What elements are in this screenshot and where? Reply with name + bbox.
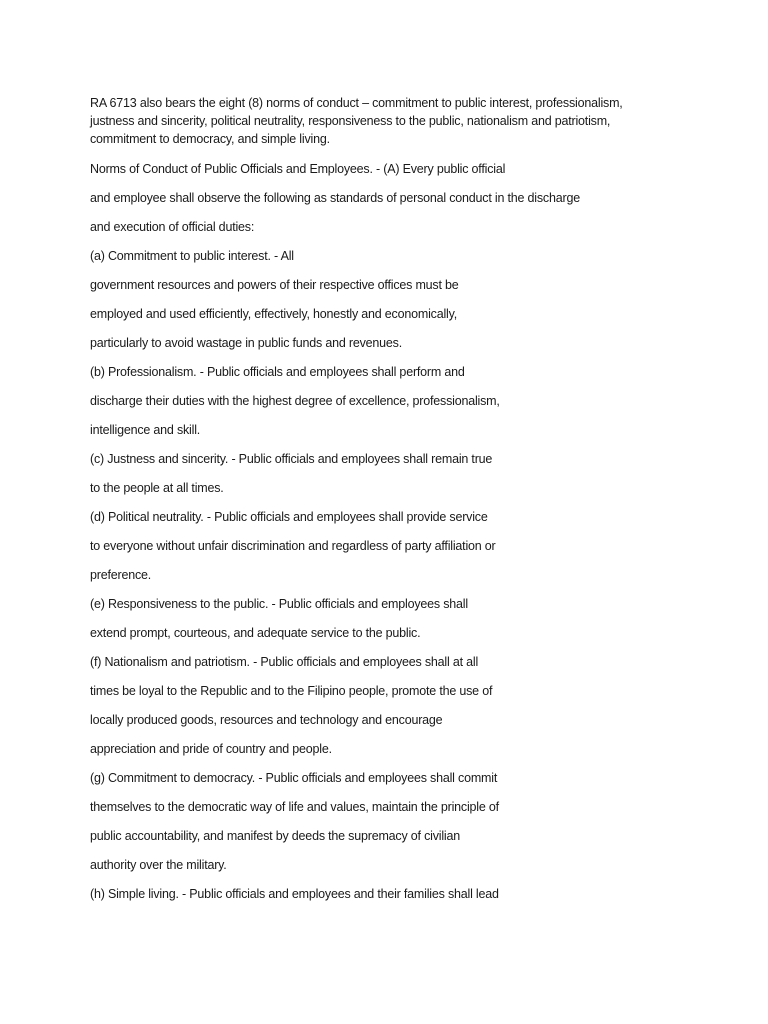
body-line: preference. (90, 568, 152, 582)
body-line: discharge their duties with the highest degree of excellence, professionalism, (90, 394, 500, 408)
body-line: public accountability, and manifest by deeds the supremacy of civilian (90, 829, 461, 843)
body-line: times be loyal to the Republic and to the Filipino people, promote the use of (90, 684, 493, 698)
item-a-heading: (a) Commitment to public interest. - All (90, 249, 294, 263)
body-line: to the people at all times. (90, 481, 224, 495)
body-line: employed and used efficiently, effectively, honestly and economically, (90, 307, 458, 321)
body-line: locally produced goods, resources and technology and encourage (90, 713, 443, 727)
body-line: intelligence and skill. (90, 423, 201, 437)
item-e-heading: (e) Responsiveness to the public. - Public officials and employees shall (90, 597, 468, 611)
body-line: to everyone without unfair discrimination and regardless of party affiliation or (90, 539, 496, 553)
intro-line: justness and sincerity, political neutrality, responsiveness to the public, nationalism and patriotism, (90, 114, 611, 128)
norms-heading-line: Norms of Conduct of Public Officials and Employees. - (A) Every public official (90, 162, 506, 176)
body-line: and execution of official duties: (90, 220, 255, 234)
item-g-heading: (g) Commitment to democracy. - Public officials and employees shall commit (90, 771, 498, 785)
body-line: themselves to the democratic way of life and values, maintain the principle of (90, 800, 499, 814)
body-line: government resources and powers of their respective offices must be (90, 278, 459, 292)
body-line: particularly to avoid wastage in public funds and revenues. (90, 336, 403, 350)
item-c-heading: (c) Justness and sincerity. - Public officials and employees shall remain true (90, 452, 493, 466)
body-line: appreciation and pride of country and people. (90, 742, 332, 756)
item-f-heading: (f) Nationalism and patriotism. - Public officials and employees shall at all (90, 655, 479, 669)
intro-paragraph (90, 94, 690, 148)
intro-line: RA 6713 also bears the eight (8) norms of conduct – commitment to public interest, professionalism, (90, 96, 623, 110)
item-h-heading: (h) Simple living. - Public officials and employees and their families shall lead (90, 887, 499, 901)
body-line: extend prompt, courteous, and adequate service to the public. (90, 626, 421, 640)
item-b-heading: (b) Professionalism. - Public officials and employees shall perform and (90, 365, 465, 379)
body-line: and employee shall observe the following as standards of personal conduct in the discharge (90, 191, 580, 205)
body-line: authority over the military. (90, 858, 227, 872)
intro-line: commitment to democracy, and simple living. (90, 132, 330, 146)
item-d-heading: (d) Political neutrality. - Public officials and employees shall provide service (90, 510, 488, 524)
